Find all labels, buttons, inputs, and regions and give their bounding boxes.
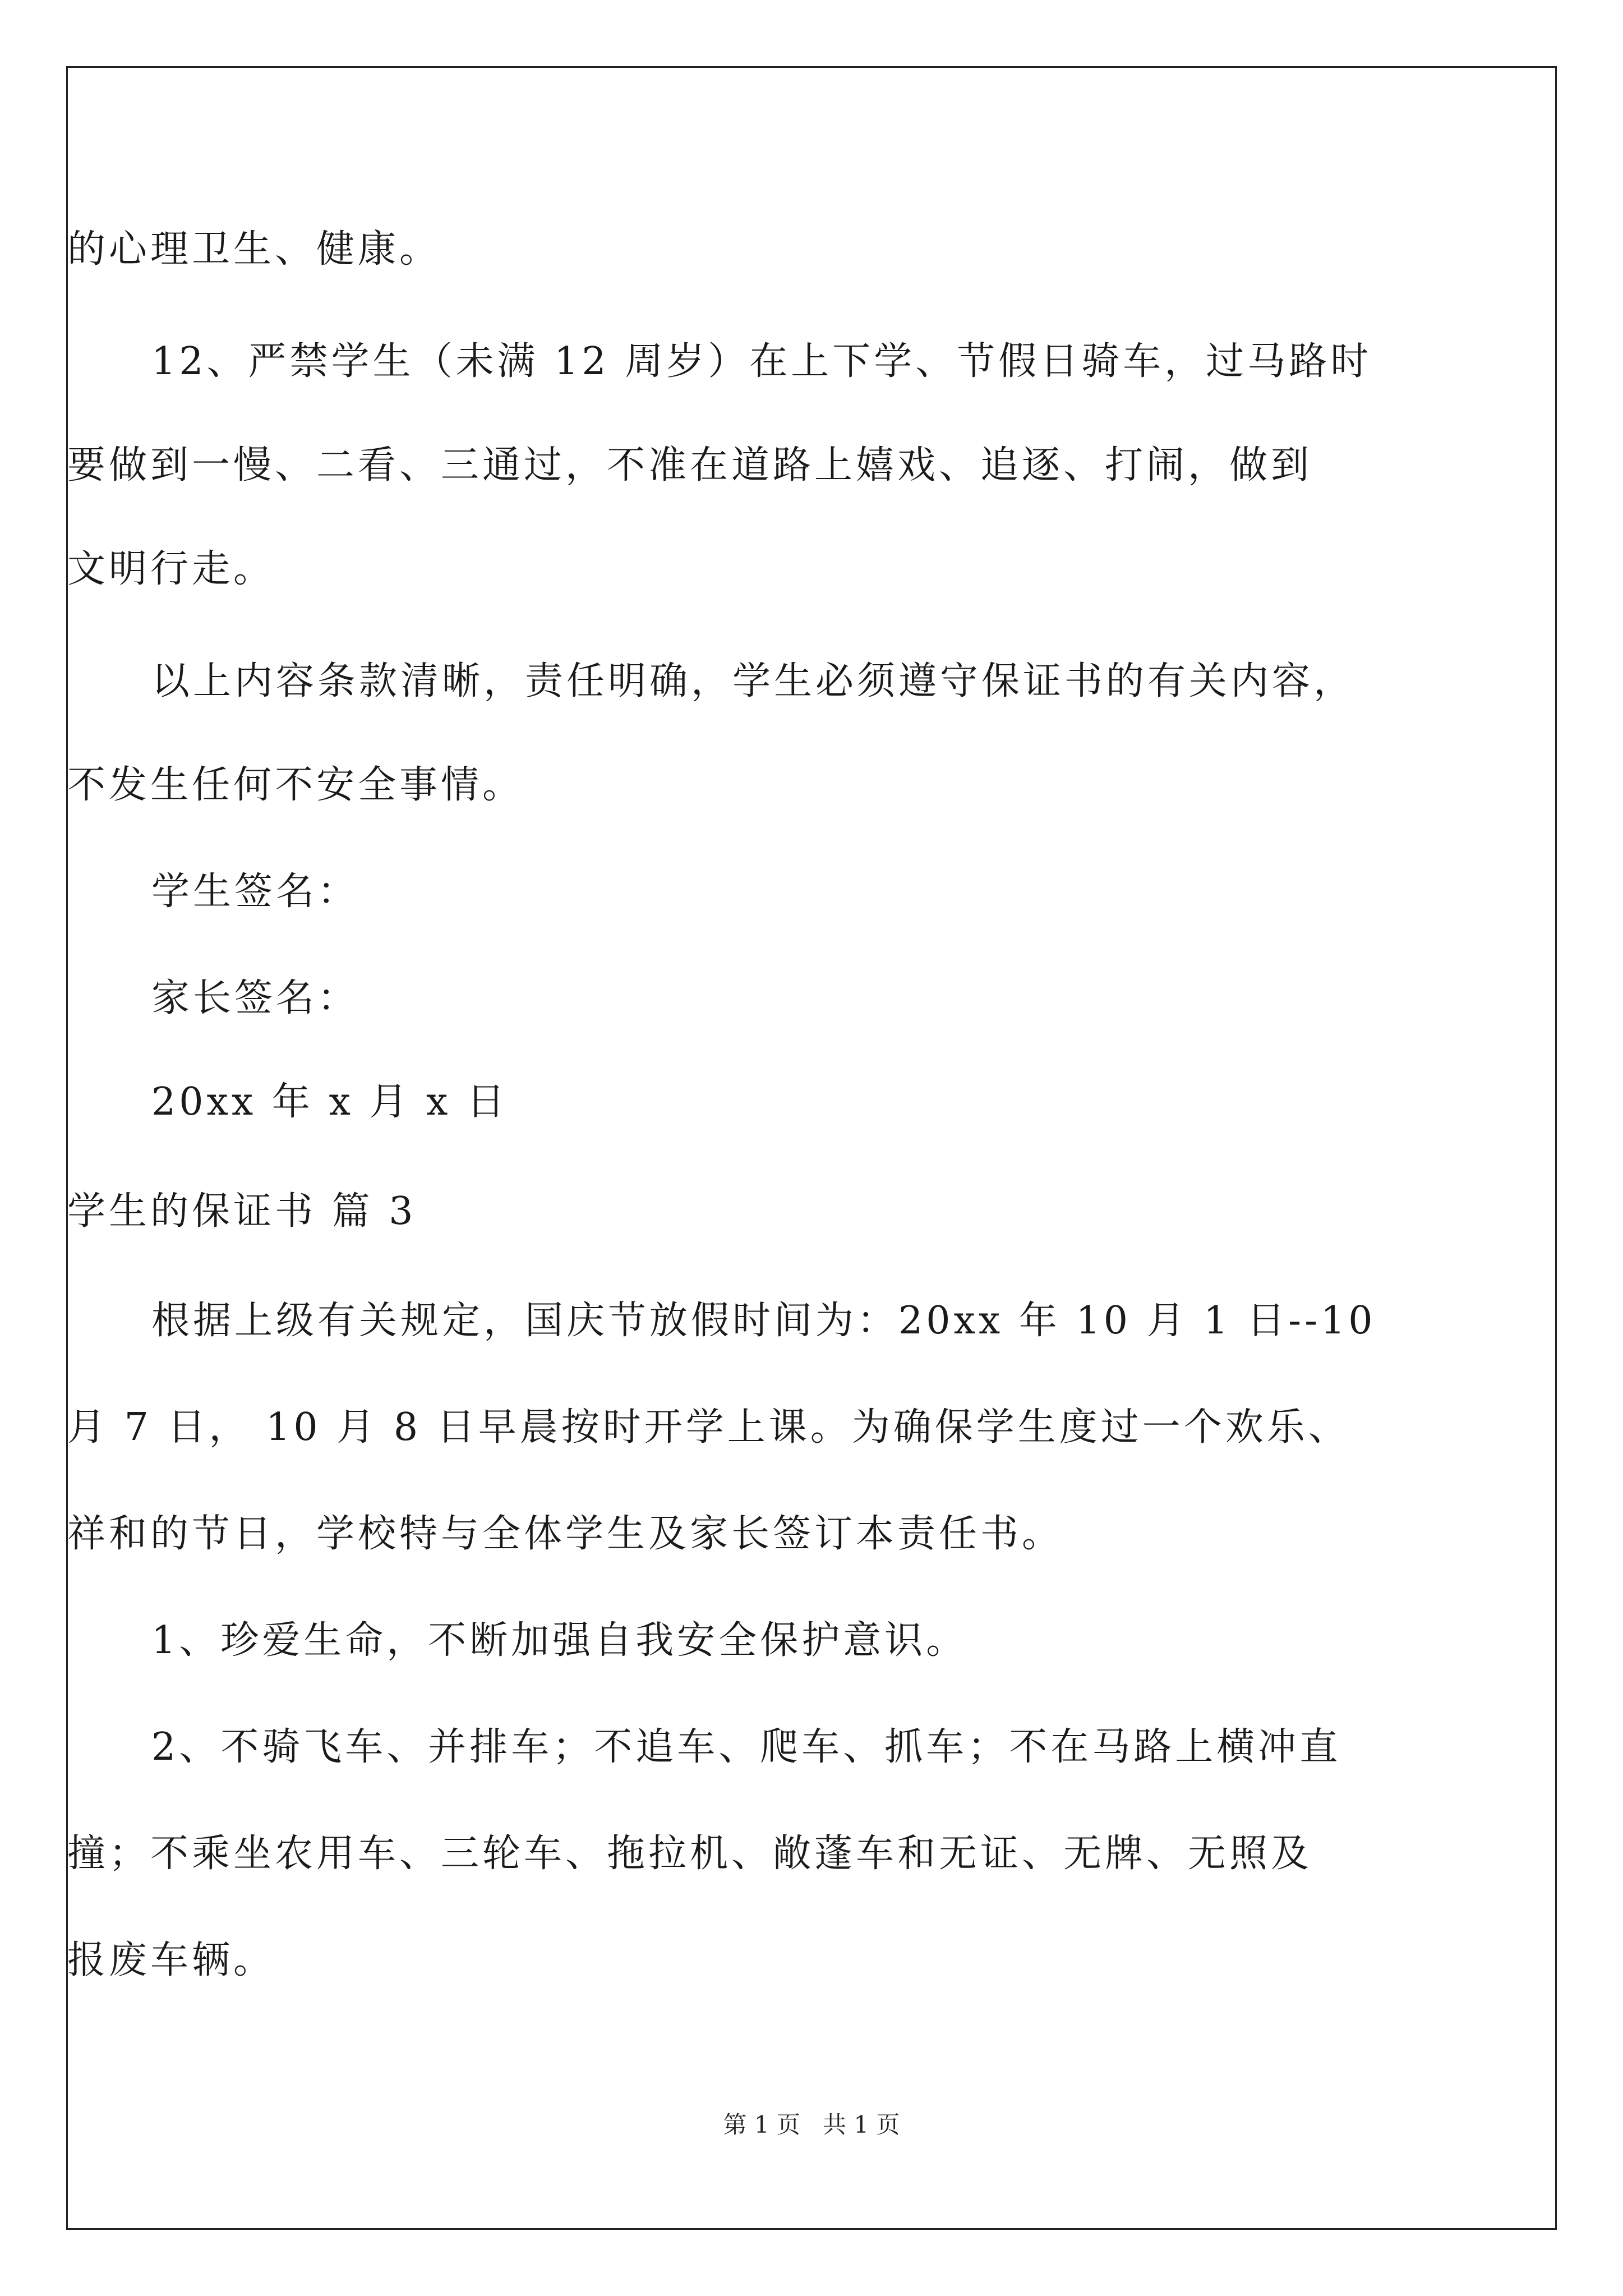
- paragraph-line: 12、严禁学生（未满 12 周岁）在上下学、节假日骑车，过马路时: [151, 339, 1372, 384]
- date-line: 20xx 年 x 月 x 日: [151, 1080, 509, 1124]
- paragraph-line: 文明行走。: [67, 547, 275, 591]
- list-item: 2、不骑飞车、并排车；不追车、爬车、抓车；不在马路上横冲直: [151, 1725, 1341, 1769]
- page-number-footer: 第 1 页 共 1 页: [723, 2111, 900, 2138]
- paragraph-line: 以上内容条款清晰，责任明确，学生必须遵守保证书的有关内容，: [151, 659, 1355, 703]
- paragraph-line: 撞；不乘坐农用车、三轮车、拖拉机、敞蓬车和无证、无牌、无照及: [67, 1832, 1313, 1876]
- paragraph-line: 不发生任何不安全事情。: [67, 763, 524, 807]
- parent-signature-label: 家长签名：: [151, 976, 359, 1020]
- paragraph-line: 祥和的节日，学校特与全体学生及家长签订本责任书。: [67, 1512, 1064, 1556]
- paragraph-line: 根据上级有关规定，国庆节放假时间为：20xx 年 10 月 1 日--10: [151, 1299, 1376, 1343]
- page-border: [66, 66, 1557, 2230]
- section-heading: 学生的保证书 篇 3: [67, 1189, 417, 1234]
- paragraph-line: 月 7 日， 10 月 8 日早晨按时开学上课。为确保学生度过一个欢乐、: [67, 1405, 1350, 1450]
- list-item: 1、珍爱生命，不断加强自我安全保护意识。: [151, 1618, 968, 1663]
- student-signature-label: 学生签名：: [151, 869, 359, 914]
- paragraph-line: 要做到一慢、二看、三通过，不准在道路上嬉戏、追逐、打闹，做到: [67, 443, 1313, 487]
- paragraph-line: 报废车辆。: [67, 1938, 275, 1982]
- paragraph-line: 的心理卫生、健康。: [67, 227, 441, 272]
